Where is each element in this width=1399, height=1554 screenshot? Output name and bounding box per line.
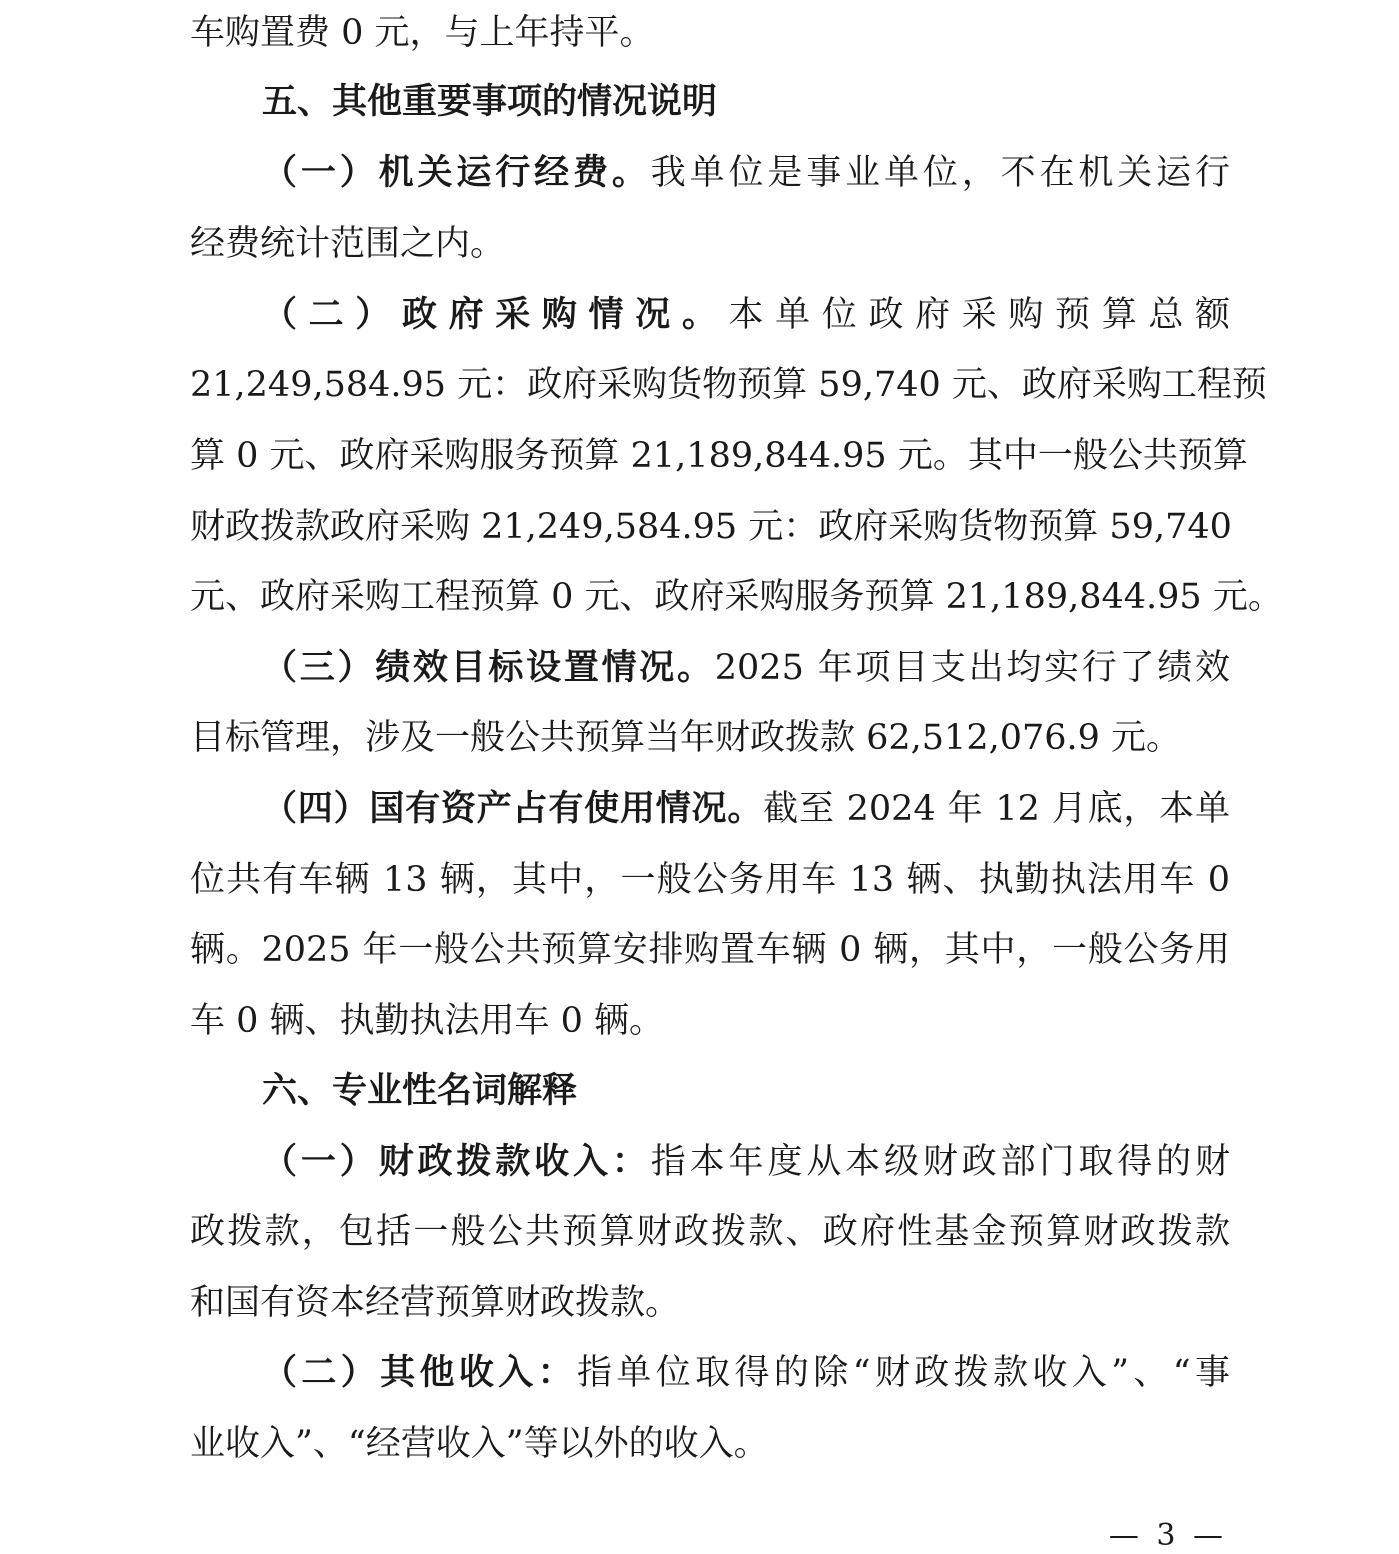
line-text: 位共有车辆 13 辆，其中，一般公务用车 13 辆、执勤执法用车 0 — [190, 860, 1230, 900]
line-text: 我单位是事业单位，不在机关运行 — [650, 153, 1230, 193]
body-line — [262, 1348, 1230, 1398]
body-line — [262, 784, 1230, 834]
line-text: 指单位取得的除“财政拨款收入”、“事 — [576, 1353, 1230, 1393]
body-line — [190, 360, 1267, 410]
item-lead: （四）国有资产占有使用情况。 — [262, 789, 764, 829]
line-text: 财政拨款政府采购 21,249,584.95 元：政府采购货物预算 59,740 — [190, 507, 1232, 547]
line-text: 辆。2025 年一般公共预算安排购置车辆 0 辆，其中，一般公务用 — [190, 930, 1230, 970]
heading-text: 六、专业性名词解释 — [262, 1071, 578, 1111]
body-line — [190, 1207, 1230, 1257]
body-line — [262, 1137, 1230, 1187]
line-text: 2025 年项目支出均实行了绩效 — [714, 648, 1230, 688]
line-text: 车购置费 0 元，与上年持平。 — [190, 13, 655, 53]
body-line — [190, 1419, 1230, 1469]
body-line — [190, 713, 1230, 763]
line-text: 元、政府采购工程预算 0 元、政府采购服务预算 21,189,844.95 元。 — [190, 577, 1283, 617]
body-line — [190, 502, 1230, 552]
body-line — [262, 643, 1230, 693]
line-text: 政拨款，包括一般公共预算财政拨款、政府性基金预算财政拨款 — [190, 1212, 1230, 1252]
section-heading-5 — [262, 77, 1230, 127]
line-text: 车 0 辆、执勤执法用车 0 辆。 — [190, 1001, 665, 1041]
line-text: 指本年度从本级财政部门取得的财 — [650, 1142, 1230, 1182]
line-text: 经费统计范围之内。 — [190, 224, 506, 264]
item-lead: （一）机关运行经费。 — [262, 153, 651, 193]
body-line — [190, 925, 1230, 975]
body-line — [262, 148, 1230, 198]
line-text: 21,249,584.95 元：政府采购货物预算 59,740 元、政府采购工程预 — [190, 365, 1267, 405]
body-line — [190, 996, 1230, 1046]
body-line — [262, 290, 1230, 340]
body-line — [190, 219, 1230, 269]
body-line — [190, 855, 1230, 905]
line-text: 算 0 元、政府采购服务预算 21,189,844.95 元。其中一般公共预算 — [190, 436, 1248, 476]
line-text: 和国有资本经营预算财政拨款。 — [190, 1283, 681, 1323]
item-lead: （三）绩效目标设置情况。 — [262, 648, 715, 688]
item-lead: （二）其他收入： — [262, 1353, 577, 1393]
section-heading-6 — [262, 1066, 1230, 1116]
body-line — [190, 572, 1283, 622]
body-line — [190, 1278, 1230, 1328]
line-text: 本单位政府采购预算总额 — [728, 295, 1230, 335]
line-text: 业收入”、“经营收入”等以外的收入。 — [190, 1424, 769, 1464]
item-lead: （二）政府采购情况。 — [262, 295, 729, 335]
line-text: 目标管理，涉及一般公共预算当年财政拨款 62,512,076.9 元。 — [190, 718, 1182, 758]
line-text: 截至 2024 年 12 月底，本单 — [763, 789, 1230, 829]
page-number: — 3 — — [1108, 1518, 1227, 1553]
heading-text: 五、其他重要事项的情况说明 — [262, 82, 718, 122]
body-line — [190, 431, 1248, 481]
item-lead: （一）财政拨款收入： — [262, 1142, 651, 1182]
body-line — [190, 8, 1230, 58]
